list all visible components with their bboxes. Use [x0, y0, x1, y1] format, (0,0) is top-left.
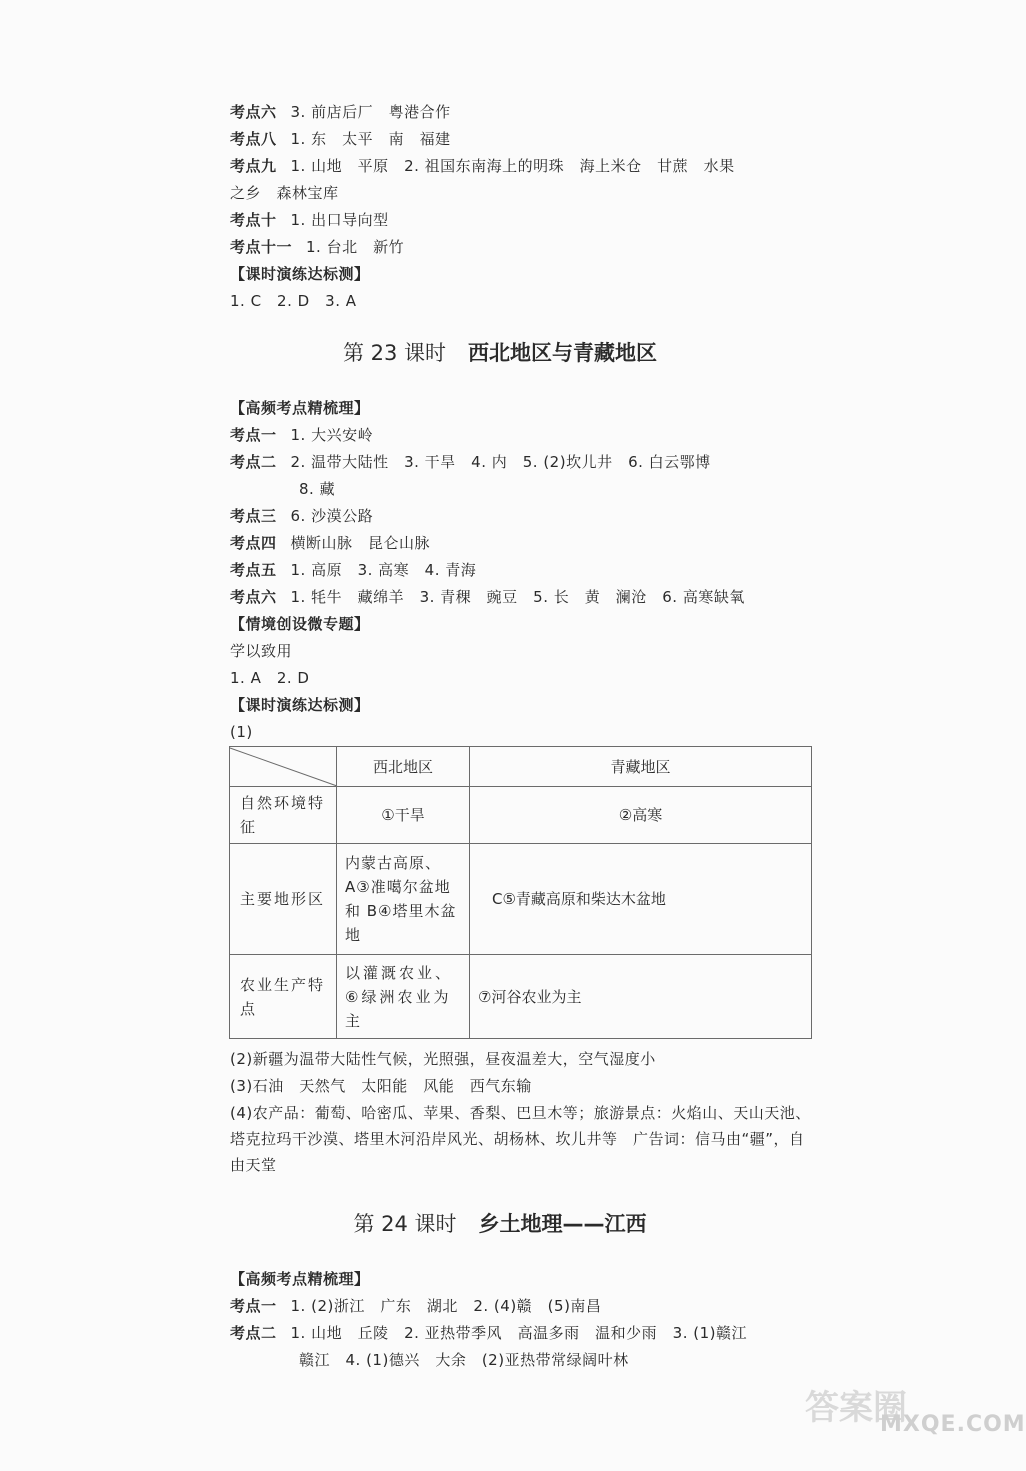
answer-text: 1. 山地 丘陵 2. 亚热带季风 高温多雨 温和少雨 3. (1)赣江	[290, 1324, 748, 1342]
answer-line-cont: 8. 藏	[299, 480, 336, 498]
answer-text: 1. 高原 3. 高寒 4. 青海	[290, 561, 477, 579]
table-cell: 以灌溉农业、⑥绿洲农业为主	[337, 955, 470, 1039]
answer-text: 1. 牦牛 藏绵羊 3. 青稞 豌豆 5. 长 黄 澜沧 6. 高寒缺氧	[290, 588, 745, 606]
question-number: (1)	[230, 723, 253, 741]
answer-text: 1. 大兴安岭	[290, 426, 374, 444]
table-row	[230, 955, 812, 1039]
table-cell: ②高寒	[470, 787, 812, 844]
answer-line: 1. A 2. D	[230, 669, 310, 687]
table-row	[230, 787, 812, 844]
kaodian-label: 考点六	[230, 103, 277, 121]
answer-text: 1. 台北 新竹	[306, 238, 405, 256]
answer-line: (3)石油 天然气 太阳能 风能 西气东输	[230, 1077, 532, 1095]
answer-text: 1. 出口导向型	[290, 211, 389, 229]
answer-line	[230, 557, 815, 583]
lesson-number: 第 23 课时	[342, 341, 447, 365]
answer-line	[230, 207, 815, 233]
comparison-table	[229, 746, 812, 1039]
table-header-row	[230, 747, 812, 787]
diagonal-line	[230, 748, 337, 786]
table-cell: C⑤青藏高原和柴达木盆地	[470, 844, 812, 955]
kaodian-label: 考点四	[230, 534, 277, 552]
kaodian-label: 考点三	[230, 507, 277, 525]
answer-line	[230, 449, 815, 475]
section-heading: 【情境创设微专题】	[230, 615, 370, 633]
row-label: 农业生产特点	[230, 955, 337, 1039]
section-heading: 【课时演练达标测】	[230, 696, 370, 714]
subsection-heading: 学以致用	[230, 642, 293, 660]
kaodian-label: 考点一	[230, 426, 277, 444]
answer-text: 3. 前店后厂 粤港合作	[290, 103, 451, 121]
table-corner-cell	[230, 747, 337, 787]
section-heading: 【高频考点精梳理】	[230, 399, 370, 417]
answer-line	[230, 1320, 815, 1346]
answer-line	[230, 126, 815, 152]
answer-line	[230, 234, 815, 260]
table-cell: ①干旱	[337, 787, 470, 844]
answer-text: 1. 山地 平原 2. 祖国东南海上的明珠 海上米仓 甘蔗 水果	[290, 157, 735, 175]
kaodian-label: 考点二	[230, 453, 277, 471]
answer-line-cont: 之乡 森林宝库	[230, 184, 339, 202]
lesson-title	[0, 338, 1000, 368]
answer-line	[230, 503, 815, 529]
kaodian-label: 考点十	[230, 211, 277, 229]
lesson-title	[0, 1209, 1000, 1239]
table-header-cell: 青藏地区	[470, 747, 812, 787]
lesson-name: 西北地区与青藏地区	[468, 341, 658, 365]
answer-line-cont: 赣江 4. (1)德兴 大余 (2)亚热带常绿阔叶林	[299, 1351, 629, 1369]
answer-line	[230, 1293, 815, 1319]
lesson-number: 第 24 课时	[353, 1212, 457, 1236]
answer-line	[230, 99, 815, 125]
answer-text: 1. 东 太平 南 福建	[290, 130, 451, 148]
table-header-cell: 西北地区	[337, 747, 470, 787]
answer-text: 横断山脉 昆仑山脉	[290, 534, 431, 552]
answer-paragraph: (4)农产品：葡萄、哈密瓜、苹果、香梨、巴旦木等；旅游景点：火焰山、天山天池、塔克拉玛干沙漠、塔里木河沿岸风光、胡杨林、坎儿井等 广告词：信马由“疆”，自由天堂	[230, 1104, 811, 1174]
answer-line	[230, 153, 815, 179]
answer-line: 1. C 2. D 3. A	[230, 292, 357, 310]
answer-line	[230, 530, 815, 556]
kaodian-label: 考点八	[230, 130, 277, 148]
table-row	[230, 844, 812, 955]
kaodian-label: 考点六	[230, 588, 277, 606]
watermark-site: MXQE.COM	[880, 1412, 1026, 1437]
section-heading: 【课时演练达标测】	[230, 265, 370, 283]
answer-line	[230, 584, 815, 610]
answer-text: 1. (2)浙江 广东 湖北 2. (4)赣 (5)南昌	[290, 1297, 602, 1315]
watermark-logo: 答案圈	[805, 1388, 907, 1428]
kaodian-label: 考点一	[230, 1297, 277, 1315]
row-label: 主要地形区	[230, 844, 337, 955]
answer-line	[230, 422, 815, 448]
answer-text: 6. 沙漠公路	[290, 507, 374, 525]
answer-text: 2. 温带大陆性 3. 干旱 4. 内 5. (2)坎儿井 6. 白云鄂博	[290, 453, 711, 471]
lesson-name: 乡土地理——江西	[478, 1212, 647, 1236]
kaodian-label: 考点九	[230, 157, 277, 175]
kaodian-label: 考点五	[230, 561, 277, 579]
table-cell: ⑦河谷农业为主	[470, 955, 812, 1039]
answer-line: (2)新疆为温带大陆性气候，光照强，昼夜温差大，空气湿度小	[230, 1050, 656, 1068]
table-cell: 内蒙古高原、A③准噶尔盆地和 B④塔里木盆地	[337, 844, 470, 955]
kaodian-label: 考点十一	[230, 238, 293, 256]
section-heading: 【高频考点精梳理】	[230, 1270, 370, 1288]
row-label: 自然环境特征	[230, 787, 337, 844]
kaodian-label: 考点二	[230, 1324, 277, 1342]
